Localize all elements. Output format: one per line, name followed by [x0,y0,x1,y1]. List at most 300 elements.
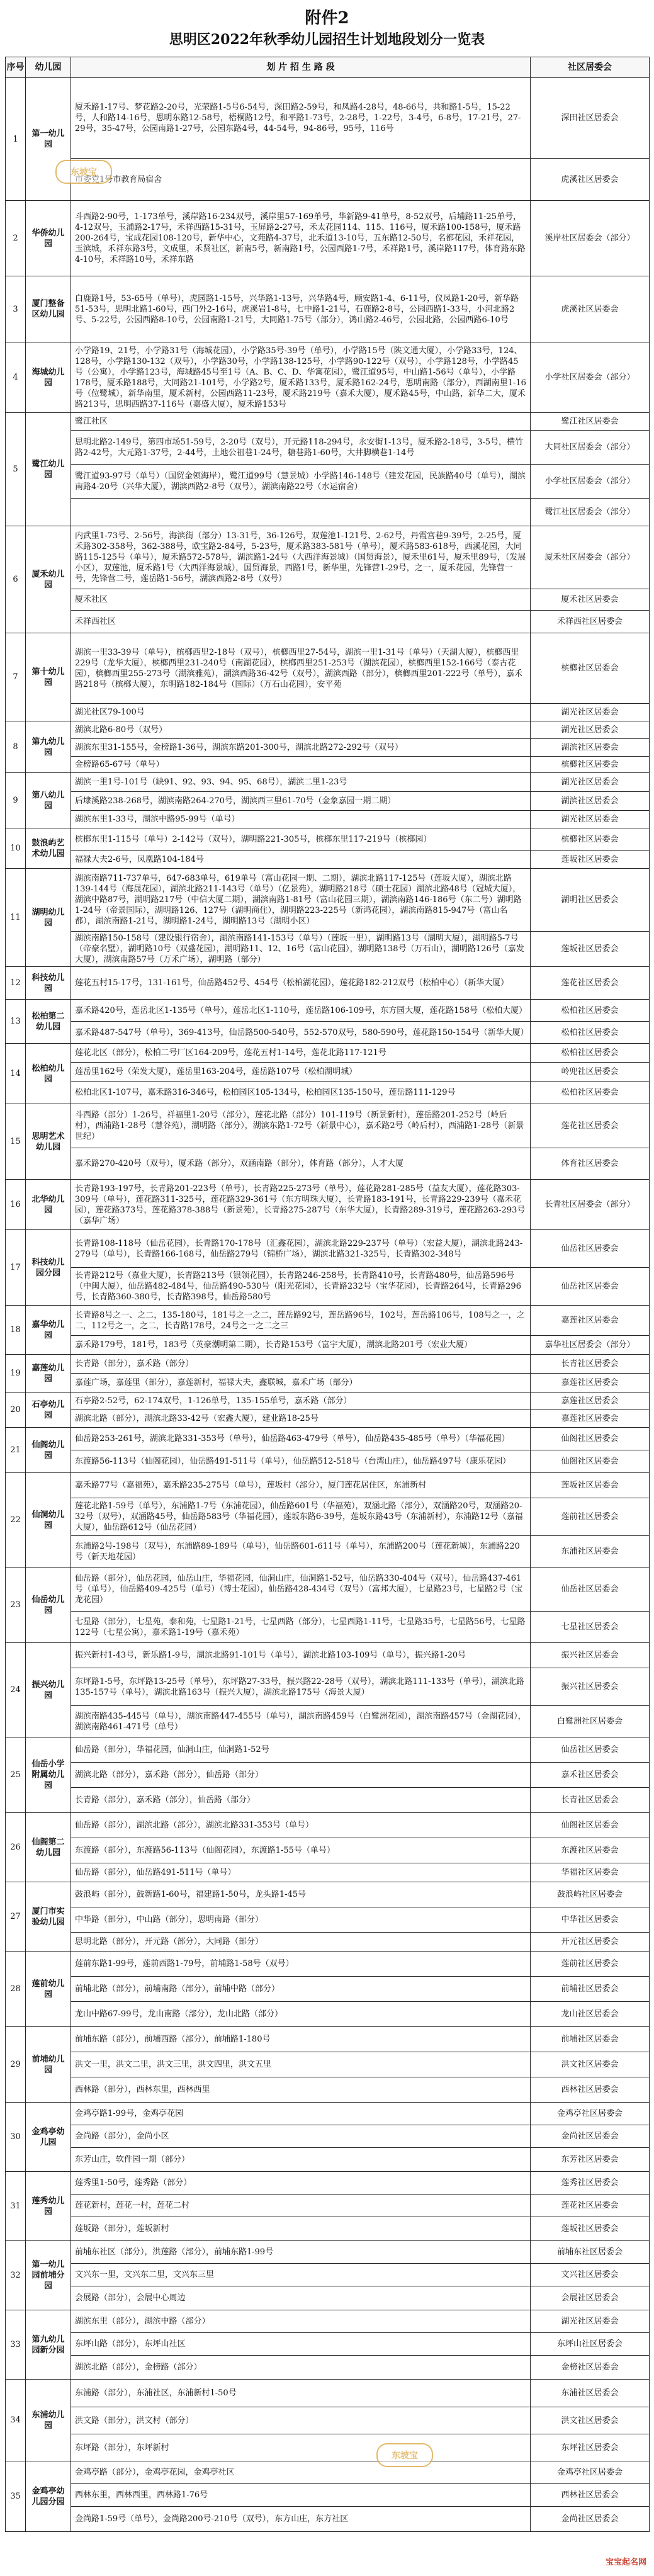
kindergarten-name: 嘉华幼儿园 [26,1306,71,1355]
community-committee: 莲坂社区居委会 [531,1473,650,1498]
enrollment-range: 东坪路（部分），东坪新村 [71,2434,531,2461]
enrollment-range: 后埭溪路238-268号，湖滨南路264-270号，湖滨西三里61-70号（金象嘉园一期二期） [71,792,531,811]
enrollment-range: 会展路（部分），会展中心周边 [71,2286,531,2310]
kindergarten-name: 科技幼儿园 [26,967,71,1000]
enrollment-range: 莲前东路1-99号，莲前西路1-79号，前埔路1-58号（双号） [71,1952,531,1977]
table-row [6,633,650,704]
header-community: 社区居委会 [531,57,650,78]
community-committee: 仙岳社区居委会 [531,1568,650,1612]
community-committee: 莲前社区居委会 [531,1498,650,1536]
kindergarten-name: 鼓浪屿艺术幼儿园 [26,828,71,869]
community-committee: 槟榔社区居委会 [531,828,650,851]
community-committee: 莲坂社区居委会 [531,2217,650,2241]
enrollment-range: 石亭路2-52号，62-174双号，1-126单号，135-155单号，嘉禾路（部分） [71,1393,531,1410]
community-committee: 龙山社区居委会 [531,2002,650,2027]
table-row [6,1907,650,1933]
community-committee: 湖光社区居委会 [531,811,650,828]
enrollment-range: 长青路108-118号（仙岳花园），长青路170-178号（汇鑫花园），湖滨北路229-237号（单号）（宏益大厦），湖滨北路243-279号（单号），长青路166-168号，仙岳路279号（锦桥广场），湖滨北路321-325号，长青路302-348号 [71,1230,531,1268]
enrollment-range: 斗西路（部分）1-26号，祥福里1-20号（部分），莲花北路（部分）101-119号（新景新村），莲岳路201-252号（岭后村），西浦路1-28号（慧谷苑），湖明路（部分），湖滨东路1-72号（新景中心），嘉禾路2号（岭后村），西浦路1-28号（新景世纪） [71,1104,531,1148]
kindergarten-name: 仙岳幼儿园 [26,1568,71,1643]
community-committee: 东浦社区居委会 [531,1536,650,1568]
row-number: 23 [6,1568,26,1643]
row-number: 25 [6,1737,26,1813]
kindergarten-name: 仙阁幼儿园 [26,1428,71,1473]
table-row [6,1863,650,1882]
community-committee: 东坪山社区居委会 [531,2333,650,2356]
table-body [6,78,650,2532]
table-row [6,2195,650,2217]
kindergarten-name: 第一幼儿园 [26,78,71,201]
table-row [6,1882,650,1907]
table-row [6,1268,650,1306]
enrollment-range: 湖滨南路435-445号（单号），湖滨南路447-455号（单号），湖滨南路459号（白鹭洲花园），湖滨南路457号（金湖花园），湖滨南路461-471号（单号） [71,1706,531,1737]
table-row [6,828,650,851]
enrollment-range: 湖滨东里1-33号，湖滨中路95-99号（单号） [71,811,531,828]
table-row [6,2052,650,2077]
table-row [6,2027,650,2052]
table-row [6,1393,650,1410]
row-number: 7 [6,633,26,721]
community-committee: 小学社区居委会（部分） [531,465,650,499]
community-committee: 仙阁社区居委会 [531,1428,650,1450]
enrollment-range: 嘉莲广场，嘉莲里（部分），嘉莲新村，福禄大夫，鑫联城，嘉禾广场（部分） [71,1374,531,1393]
community-committee: 振兴社区居委会 [531,1643,650,1668]
table-row [6,1763,650,1788]
community-committee: 深田社区居委会 [531,78,650,159]
table-row [6,932,650,967]
row-number: 8 [6,721,26,773]
enrollment-range: 鹭江社区 [71,413,531,431]
table-row [6,2103,650,2125]
enrollment-range: 东渡路56-113号（仙阁花园），仙岳路491-511号（单号），仙岳路512-518号（台湾山庄），仙岳路497号（康乐花园） [71,1450,531,1473]
community-committee: 莲坂社区居委会 [531,932,650,967]
enrollment-range: 东浦路2号-198号（双号），东浦路89-189号（单号），仙岳路601-611号（单号），东浦路200号（莲花新城），东浦路220号（新天地花园） [71,1536,531,1568]
enrollment-range: 市委党1号市教育局宿舍 [71,159,531,201]
table-row [6,526,650,589]
enrollment-range: 白鹿路1号，53-65号（单号），虎园路1-15号，兴华路1-13号，兴华路4号，顾安路1-4、6-11号，仪凤路1-20号，新华路51-53号，思明北路1-60号，西门外2-16号，虎溪岩1-8号，七中路1-21号，石鹿路2-8号，公园西路1-33号，小河北路2号、5-22号，公园西路8-10号，公园南路1-21号，大同路1-75号（部分），鸿山路2-46号，公园北路，公园西路6-10号 [71,276,531,342]
table-row [6,1104,650,1148]
enrollment-range: 斗西路2-90号，1-173单号，溪岸路16-234双号，溪岸里57-169单号，华新路9-41单号，8-52双号，后埔路11-25单号，4-12双号，玉浦路2-17号，禾祥西路15-31号，玉屏路2-27号，禾太花园114、115、116号，厦禾路100-158号，厦禾路200-264号，宝成花园108-120号，新华中心，文苑路4-37号，北禾道13-10号，五东路12-50号，名都花园，禾祥花园，玉滨城，禾祥东路3号，文成里，禾贤社区，新南5号，新南路1号，公园西路1-7号，禾祥路1号，溪岸路117号，体育路东路4-10号，禾祥路10号，禾祥东路 [71,201,531,276]
table-row [6,589,650,611]
community-committee: 鹭江社区居委会 [531,413,650,431]
enrollment-range [71,499,531,526]
community-committee: 七星社区居委会 [531,1612,650,1643]
table-row [6,431,650,465]
enrollment-range: 福禄大夫2-6号，凤凰路104-184号 [71,851,531,869]
kindergarten-name: 松柏第二幼儿园 [26,1000,71,1044]
kindergarten-name: 第九幼儿园新分园 [26,2310,71,2380]
row-number: 35 [6,2461,26,2532]
community-committee: 嘉华社区居委会（部分） [531,1336,650,1355]
enrollment-range: 鹭江道93-97号（单号）（国贸金领海岸），鹭江道99号（慧景城）小学路146-148号（建发花园，民族路40号（单号），湖滨南路4-20号（兴华大厦），湖滨西路2-8号（双号），湖滨南路22号（水运宿舍） [71,465,531,499]
attachment-label: 附件2 [5,8,649,29]
enrollment-range: 小学路19、21号，小学路31号（海城花园），小学路35号-39号（单号），小学路15号（陕文通大厦），小学路33号，124、128号，小学路130-132（双号），小学路30号，小学路138-125号，小学路90-122号（双号），小学路128号，小学路45号（公寓），小学路123号，海城路45号至1号（A、B、C、D、华寓花园），鹭江道95号，中山路1-56号（单号），小学路178号，厦禾路188号，大同路21-101号，小学路2号，厦禾路133号，厦禾路162-24号，思明南路（部分），西湖南里1-16号（位鹭城），新华南里，厦禾新村，公园西路11-23号，厦禾路219号（嘉禾大厦），厦禾路45号，中山路，新华二大，厦禾路213号，思明西路37-116号（嘉盛大厦），厦禾路153号 [71,342,531,413]
row-number: 30 [6,2103,26,2172]
table-row [6,739,650,757]
enrollment-range: 前埔东社区（部分），洪莲路（部分），前埔东路1-99号 [71,2241,531,2264]
enrollment-range: 东芳山庄，软件园一期（部分） [71,2148,531,2172]
enrollment-range: 莲坂路（部分），莲坂新村 [71,2217,531,2241]
row-number: 4 [6,342,26,413]
table-row [6,2002,650,2027]
kindergarten-name: 第一幼儿园前埔分园 [26,2241,71,2310]
row-number: 32 [6,2241,26,2310]
enrollment-range: 禾祥西社区 [71,611,531,633]
kindergarten-name: 鹭江幼儿园 [26,413,71,526]
community-committee: 仙岳社区居委会 [531,1737,650,1763]
community-committee: 湖光社区居委会 [531,2310,650,2333]
enrollment-range: 嘉禾路487-547号（单号），369-413号，仙岳路500-540号，552-570双号，580-590号，莲花路150-154号（新华大厦） [71,1022,531,1044]
kindergarten-name: 振兴幼儿园 [26,1643,71,1737]
table-row [6,2286,650,2310]
enrollment-range: 莲花五村15-17号，131-161号，仙岳路452号、454号（松柏湖花园），莲花路182-212双号（松柏中心）（新华大厦） [71,967,531,1000]
table-row [6,721,650,739]
enrollment-range: 仙岳路（部分），仙岳花园，仙岳山庄，华福花园，仙洞山庄，仙洞路1-52号，仙岳路330-404号（双号），仙岳路437-461号（单号），仙岳路409-425号（单号）（博士花园），仙岳路428-434号（双号）（富邦大厦），七星路23号，七星路2号（宝龙花园） [71,1568,531,1612]
table-row [6,201,650,276]
kindergarten-name: 东浦幼儿园 [26,2380,71,2461]
row-number: 22 [6,1473,26,1568]
table-row [6,704,650,721]
table-row [6,1306,650,1336]
community-committee: 长青社区居委会 [531,1355,650,1374]
community-committee: 振兴社区居委会 [531,1668,650,1706]
document-page [5,4,649,2532]
community-committee: 莲坂社区居委会 [531,851,650,869]
community-committee: 小学社区居委会（部分） [531,342,650,413]
table-row [6,792,650,811]
table-row [6,499,650,526]
table-header-row [6,57,650,78]
table-row [6,773,650,792]
kindergarten-name: 厦门整备区幼儿园 [26,276,71,342]
table-row [6,465,650,499]
community-committee: 长青社区居委会（部分） [531,1180,650,1230]
row-number: 20 [6,1393,26,1428]
row-number: 16 [6,1180,26,1230]
enrollment-range: 东浦路（部分），东浦社区，东浦新村1-50号 [71,2380,531,2407]
kindergarten-name: 嘉莲幼儿园 [26,1355,71,1393]
kindergarten-name: 第九幼儿园 [26,721,71,773]
enrollment-range: 湖滨北路（部分），湖滨北路33-42号（宏鑫大厦），建业路18-25号 [71,1410,531,1428]
row-number: 13 [6,1000,26,1044]
row-number: 2 [6,201,26,276]
community-committee: 洪文社区居委会 [531,2407,650,2434]
community-committee: 前埔东社区居委会 [531,2241,650,2264]
row-number: 34 [6,2380,26,2461]
table-row [6,1737,650,1763]
table-row [6,2333,650,2356]
table-row [6,1952,650,1977]
kindergarten-name: 前埔幼儿园 [26,2027,71,2103]
community-committee: 槟榔社区居委会 [531,633,650,704]
community-committee: 长青社区居委会 [531,1788,650,1813]
community-committee: 莲前社区居委会 [531,1952,650,1977]
enrollment-range: 湖滨北路（部分），嘉禾路（部分），仙岳路（部分） [71,1763,531,1788]
table-row [6,851,650,869]
header-no: 序号 [6,57,26,78]
table-row [6,1428,650,1450]
community-committee: 东浦社区居委会 [531,2380,650,2407]
community-committee: 东渡社区居委会 [531,1838,650,1863]
enrollment-range: 湖滨南路150-158号（建设银行宿舍），湖滨南路141-153号（单号）（莲坂一里），湖明路13号（湖明大厦），湖明路5-7号（帝豪名墅），湖明路10号（双盛花园），湖明路11、12、16号（富山花园），湖明路138号（万石山），湖明路126号（嘉发大厦），湖滨南路57号（万禾广场），湖明路（部分） [71,932,531,967]
table-row [6,1082,650,1104]
table-row [6,413,650,431]
table-row [6,2264,650,2286]
enrollment-range: 松柏北区1-107号，嘉禾路316-346号，松柏园区105-134号，松柏园区135-150号，莲岳路111-129号 [71,1082,531,1104]
table-row [6,1336,650,1355]
table-row [6,2217,650,2241]
community-committee: 鼓浪屿社区居委会 [531,1882,650,1907]
table-row [6,611,650,633]
enrollment-range: 振兴新村1-43号，新乐路1-9号，湖滨北路91-101号（单号），湖滨北路103-109号（单号），振兴路1-20号 [71,1643,531,1668]
table-row [6,1536,650,1568]
enrollment-range: 金鸡亭路1-99号，金鸡亭花园 [71,2103,531,2125]
row-number: 33 [6,2310,26,2380]
enrollment-range: 莲花北路1-59号（单号），东浦路1-7号（东浦花园），仙岳路601号（华福苑），双涵北路（部分），双涵路20号，双涵路20-32号（双号），双涵路45号，仙岳路583号（华福花园），莲坂东路6-39号，莲坂东路43号（东浦新村），东浦路12号（嘉福大厦），仙岳路612号（仙岳花园） [71,1498,531,1536]
kindergarten-name: 科技幼儿园分园 [26,1230,71,1306]
table-row [6,869,650,932]
kindergarten-name: 湖明幼儿园 [26,869,71,967]
kindergarten-name: 莲秀幼儿园 [26,2172,71,2241]
enrollment-range: 内武里1-73号、2-56号，海滨街（部分）13-31号，36-126号，双莲池1-121号、2-62号，丹霞宫巷9-39号，2-25号，厦禾路302-358号，362-388号，欧宝路2-84号，5-23号，厦禾路383-581号（单号），厦禾路583-618号，西溪花园，大同路115-125号（单号），厦禾路572-578号，湖滨路1-24号（大西洋海景城）（国贸海景），厦禾里61号，厦禾里89号，（发展小区），双莲池，厦禾路1号（大西洋海景城），国贸海景，西路1号，新华里，先锋营1-29号，之一，厦禾花园，先锋营一号，先锋营二号，莲岳路1-56号，湖滨西路2-8号（双号） [71,526,531,589]
community-committee: 仙阁社区居委会 [531,1813,650,1838]
row-number: 1 [6,78,26,201]
table-row [6,78,650,159]
row-number: 10 [6,828,26,869]
enrollment-range: 中华路（部分），中山路（部分），思明南路（部分） [71,1907,531,1933]
community-committee: 大同社区居委会（部分） [531,431,650,465]
community-committee: 松柏社区居委会 [531,1000,650,1022]
community-committee: 松柏社区居委会 [531,1044,650,1063]
enrollment-range: 厦禾社区 [71,589,531,611]
enrollment-range: 长青路193-197号，长青路201-223号（单号），长青路225-273号（单号），莲花路281-285号（益友大厦），莲花路303-309号（单号），莲花路311-325号，莲花路329-361号（东方明珠大厦），长青路183-191号，长青路229-239号（嘉禾花园），莲花路373号，莲花路378-388号（新景苑），长青路275-287号（东华大厦），长青路289-319号，莲花路263-293号（嘉华广场） [71,1180,531,1230]
row-number: 12 [6,967,26,1000]
enrollment-range: 思明北路（部分），开元路（部分），大同路（部分） [71,1933,531,1952]
community-committee: 湖光社区居委会 [531,721,650,739]
row-number: 21 [6,1428,26,1473]
row-number: 3 [6,276,26,342]
community-committee: 东芳社区居委会 [531,2148,650,2172]
table-row [6,2172,650,2195]
table-row [6,1148,650,1180]
community-committee: 嘉莲社区居委会 [531,1306,650,1336]
enrollment-range: 仙岳路（部分），华福花园，仙洞山庄，仙洞路1-52号 [71,1737,531,1763]
enrollment-range: 仙岳路（部分），仙岳路491-511号（单号） [71,1863,531,1882]
enrollment-range: 湖滨一里33-39号（单号），槟榔西里2-18号（双号），槟榔西里27-54号，湖滨一里1-31号（单号）（天湖大厦），槟榔西里229号（龙华大厦），槟榔西里231-240号（南湖花园），槟榔西里251-253号（湖滨花园），槟榔西里152-166号（泰古花园），槟榔西里255-273号（湖滨雅苑），湖滨西路36-42号（双号），湖滨西路（部分），槟榔西里201-222号（单号），嘉禾路218号（槟榔大厦），东明路182-184号（国际）（万石山花园），安平苑 [71,633,531,704]
row-number: 5 [6,413,26,526]
community-committee: 莲花社区居委会 [531,967,650,1000]
enrollment-range: 湖滨北路6-80号（双号） [71,721,531,739]
enrollment-range: 文兴东一里，文兴东二里，文兴东三里 [71,2264,531,2286]
enrollment-range: 东坪路1-5号，东坪路13-25号（单号），东坪路27-33号，振兴路22-28号（双号），湖滨北路111-133号（单号），湖滨北路135-157号（单号），湖滨北路163号（振兴大厦），湖滨北路175号（海景大厦） [71,1668,531,1706]
row-number: 17 [6,1230,26,1306]
table-row [6,342,650,413]
enrollment-range: 湖滨南路711-737单号，647-683单号，619单号（富山花园一期、二期），湖滨北路117-125号（莲坂大厦），湖滨北路139-144号（海晟花园），湖滨北路211-143号（单号）（亿景苑），湖明路218号（硕士花园）湖滨北路48号（冠城大厦），湖滨中路87号，湖明路217号（中信大厦二期），湖滨南路1-81号（富山花园三期），湖滨南路146-186号（东二号）湖明路1-24号（帝景国际），湖明路126、127号（湖明商住），湖明路223-225号（新鸿花园），湖滨南路815-947号（富山名都），湖滨南路1-21号，湖明路1-24号，湖明路13号（湖明小区） [71,869,531,932]
row-number: 9 [6,773,26,828]
enrollment-range: 金尚路（部分），金尚小区 [71,2125,531,2148]
kindergarten-name: 金鸡亭幼儿园 [26,2103,71,2172]
enrollment-range: 长青路（部分），嘉禾路（部分），仙岳路（部分） [71,1788,531,1813]
enrollment-range: 槟榔东里1-115号（单号）2-142号（双号），湖明路221-305号，槟榔东里117-219号（槟榔园） [71,828,531,851]
site-logo: 宝宝起名网 [602,2554,650,2568]
kindergarten-name: 北华幼儿园 [26,1180,71,1230]
table-row [6,2125,650,2148]
enrollment-range: 湖滨东里31-155号，金榜路1-36号，湖滨东路201-300号，湖滨北路272-292号（双号） [71,739,531,757]
community-committee: 虎溪社区居委会 [531,276,650,342]
enrollment-range: 仙岳路（部分），湖滨北路（部分），湖滨北路331-353号（单号） [71,1813,531,1838]
enrollment-range: 莲秀里1-50号，莲秀路（部分） [71,2172,531,2195]
community-committee: 西林社区居委会 [531,2484,650,2507]
kindergarten-name: 莲前幼儿园 [26,1952,71,2027]
table-row [6,1410,650,1428]
enrollment-range: 嘉禾路77号（嘉福苑），嘉禾路235-275号（单号），莲坂村（部分），厦门莲花居住区，东浦新村 [71,1473,531,1498]
kindergarten-name: 仙岳小学附属幼儿园 [26,1737,71,1813]
enrollment-range: 嘉禾路179号，181号，183号（英豪潮明第二期），长青路153号（富宇大厦），湖滨北路201号（宏业大厦） [71,1336,531,1355]
community-committee: 白鹭洲社区居委会 [531,1706,650,1737]
enrollment-range: 长青路212号（嘉业大厦），长青路213号（银领花园），长青路246-258号，长青路410号，长青路480号，仙岳路596号（中闽大厦），仙岳路482-484号，仙岳路490-530号（阳光花园），长青路232号（宝华花园），长青路264号，长青路296号，长青路360-380号，长青路398号，仙岳路580号 [71,1268,531,1306]
kindergarten-name: 厦禾幼儿园 [26,526,71,633]
table-row [6,1498,650,1536]
table-row [6,1813,650,1838]
table-row [6,2507,650,2532]
table-row [6,2310,650,2333]
community-committee: 湖光社区居委会 [531,773,650,792]
table-row [6,1612,650,1643]
community-committee: 厦禾社区居委会（部分） [531,526,650,589]
community-committee: 鹭江社区居委会（部分） [531,499,650,526]
row-number: 19 [6,1355,26,1393]
community-committee: 莲秀社区居委会 [531,2172,650,2195]
kindergarten-name: 金鸡亭幼儿园分园 [26,2461,71,2532]
community-committee: 嘉莲社区居委会 [531,1410,650,1428]
enrollment-range: 湖滨北路（部分），金榜路（部分） [71,2356,531,2380]
community-committee: 松柏社区居委会 [531,1022,650,1044]
community-committee: 仙岳社区居委会 [531,1230,650,1268]
enrollment-range: 厦禾路1-17号、梦花路2-20号，光荣路1-5号6-54号，深田路2-59号，和凤路4-28号，48-66号，共和路1-5号，15-22号，人和路14-16号，思明东路12-58号，梧桐路12号，和平路1-73号，2-28号，1-22号，3-4号，6-8号，17-21号，27-29号，35-47号，公园南路1-27号，公园东路4号，44-54号，94-86号，95号，116号 [71,78,531,159]
kindergarten-name: 仙洞幼儿园 [26,1473,71,1568]
header-range: 划 片 招 生 路 段 [71,57,531,78]
kindergarten-name: 仙阁第二幼儿园 [26,1813,71,1882]
enrollment-range: 金尚路1-59号（单号），金尚路200号-210号（双号），东方山庄，东方社区 [71,2507,531,2532]
table-row [6,276,650,342]
enrollment-range: 莲岳里162号（荣发大厦），莲岳里163-204号，莲岳路107号（松柏湖明城） [71,1063,531,1082]
enrollment-range: 金鸡亭路（部分），金鸡亭花园，金鸡亭社区 [71,2461,531,2484]
enrollment-range: 洪文一里，洪文二里，洪文三里，洪文四里，洪文五里 [71,2052,531,2077]
enrollment-range: 长青路8号之一、之二，135-180号，181号之一之二，莲岳路92号，莲岳路96号，102号，莲岳路106号，108号之一，之二，112号之一，之二，长青路178号，24号之一之二之三 [71,1306,531,1336]
enrollment-range: 龙山中路67-99号，龙山南路（部分），龙山北路（部分） [71,2002,531,2027]
table-row [6,1374,650,1393]
enrollment-range: 东渡路（部分），东渡路56-113号（仙阁花园），东渡路1-55号（单号） [71,1838,531,1863]
table-row [6,1063,650,1082]
community-committee: 金尚社区居委会 [531,2507,650,2532]
table-row [6,1022,650,1044]
community-committee: 西林社区居委会 [531,2077,650,2103]
community-committee: 中华社区居委会 [531,1907,650,1933]
community-committee: 湖光社区居委会 [531,704,650,721]
community-committee: 溪岸社区居委会（部分） [531,201,650,276]
table-row [6,1000,650,1022]
table-row [6,1180,650,1230]
community-committee: 岭兜社区居委会 [531,1063,650,1082]
table-row [6,1788,650,1813]
enrollment-range: 湖滨一里1号-101号（缺91、92、93、94、95、68号），湖滨二里1-23号 [71,773,531,792]
row-number: 6 [6,526,26,633]
document-title: 思明区2022年秋季幼儿园招生计划地段划分一览表 [5,29,649,50]
community-committee: 东坪社区居委会 [531,2434,650,2461]
header-kindergarten: 幼儿园 [26,57,71,78]
row-number: 18 [6,1306,26,1355]
table-row [6,2148,650,2172]
community-committee: 槟榔社区居委会 [531,757,650,773]
row-number: 31 [6,2172,26,2241]
community-committee: 莲花社区居委会 [531,1104,650,1148]
table-row [6,2077,650,2103]
community-committee: 虎溪社区居委会 [531,159,650,201]
enrollment-range: 西林东里，西林西里，西林路1-76号 [71,2484,531,2507]
community-committee: 湖滨社区居委会 [531,739,650,757]
community-committee: 莲花社区居委会 [531,2195,650,2217]
enrollment-range: 思明北路2-149号，第四市场51-59号，2-20号（双号），开元路118-294号，永安街1-13号，厦禾路2-18号，3-5号，横竹路2-42号，大元路1-37号，2-44号，土地公祖巷1-24号，糖巷路1-60号，大井脚横巷1-14号 [71,431,531,465]
table-row [6,1977,650,2002]
kindergarten-name: 华侨幼儿园 [26,201,71,276]
community-committee: 开元社区居委会 [531,1933,650,1952]
table-row [6,1355,650,1374]
community-committee: 仙岳社区居委会 [531,1268,650,1306]
enrollment-range: 前埔东路（部分），前埔西路（部分），前埔路1-180号 [71,2027,531,2052]
table-row [6,2380,650,2407]
community-committee: 嘉莲社区居委会 [531,1393,650,1410]
table-row [6,2461,650,2484]
community-committee: 松柏社区居委会 [531,1082,650,1104]
enrollment-range: 莲花北区（部分），松柏二号厂区164-209号，莲花五村1-14号，莲花北路117-121号 [71,1044,531,1063]
table-row [6,1473,650,1498]
kindergarten-name: 厦门市实验幼儿园 [26,1882,71,1952]
enrollment-range: 湖光社区79-100号 [71,704,531,721]
community-committee: 前埔社区居委会 [531,1977,650,2002]
enrollment-range: 嘉禾路420号，莲岳北区1-135号（单号），莲岳北区1-110号，莲岳路106-109号，东方园大厦，莲花路158号（松柏大厦） [71,1000,531,1022]
allocation-table [5,57,650,2532]
enrollment-range: 前埔北路（部分），前埔南路（部分），前埔中路（部分） [71,1977,531,2002]
community-committee: 会展社区居委会 [531,2286,650,2310]
community-committee: 湖明社区居委会 [531,869,650,932]
title-block [5,4,649,57]
enrollment-range: 金榜路65-67号（单号） [71,757,531,773]
enrollment-range: 鼓浪屿（部分），鼓新路1-60号，福建路1-50号，龙头路1-45号 [71,1882,531,1907]
watermark-stamp-bottom: 东坡宝 [376,2443,433,2467]
kindergarten-name: 石亭幼儿园 [26,1393,71,1428]
kindergarten-name: 第十幼儿园 [26,633,71,721]
community-committee: 禾祥西社区居委会 [531,611,650,633]
table-row [6,811,650,828]
community-committee: 嘉莲社区居委会 [531,1374,650,1393]
table-row [6,2484,650,2507]
row-number: 11 [6,869,26,967]
row-number: 28 [6,1952,26,2027]
table-row [6,1643,650,1668]
table-row [6,2434,650,2461]
community-committee: 金鸡亭社区居委会 [531,2461,650,2484]
community-committee: 金鸡亭社区居委会 [531,2103,650,2125]
watermark-stamp: 东坡宝 [55,160,112,184]
table-row [6,1668,650,1706]
table-row [6,1933,650,1952]
table-row [6,2407,650,2434]
table-row [6,967,650,1000]
table-row [6,757,650,773]
row-number: 14 [6,1044,26,1104]
community-committee: 厦禾社区居委会 [531,589,650,611]
table-row [6,1230,650,1268]
